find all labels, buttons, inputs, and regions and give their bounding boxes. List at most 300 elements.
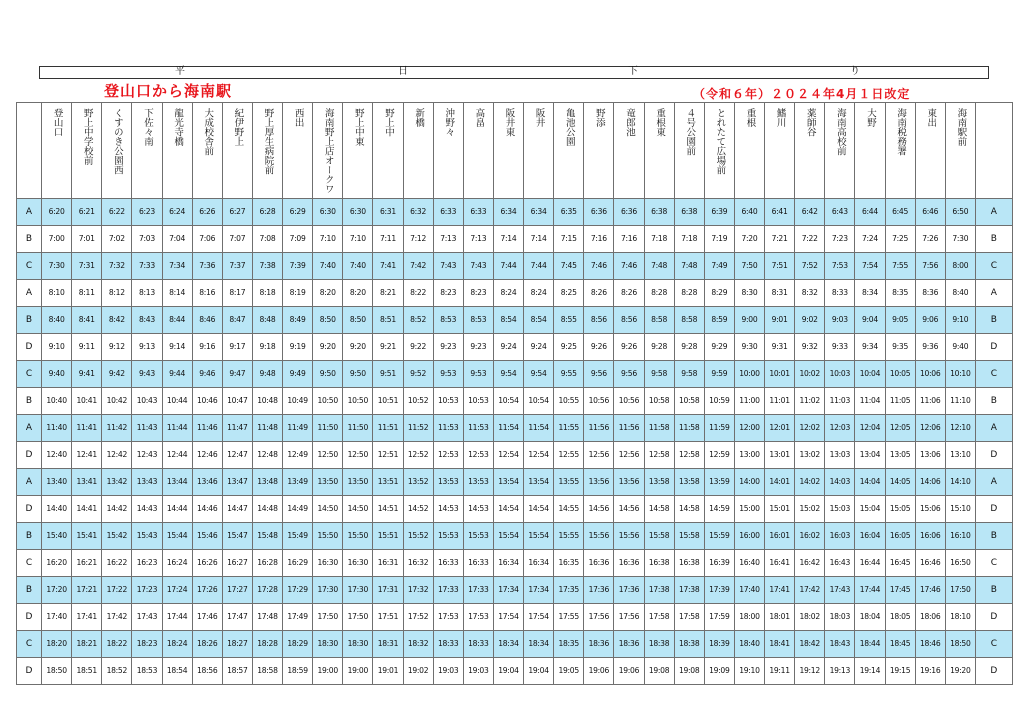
stop-header: [222, 103, 252, 199]
departure-time: 9:23: [433, 333, 463, 360]
departure-time: 8:26: [614, 279, 644, 306]
departure-time: 15:01: [765, 495, 795, 522]
departure-time: 17:34: [524, 576, 554, 603]
departure-time: 17:21: [72, 576, 102, 603]
departure-time: 17:47: [222, 603, 252, 630]
departure-time: 7:53: [825, 252, 855, 279]
departure-time: 18:03: [825, 603, 855, 630]
departure-time: 6:44: [855, 198, 885, 225]
stop-header: [855, 103, 885, 199]
departure-time: 14:01: [765, 468, 795, 495]
route-label-right: D: [975, 657, 1012, 684]
departure-time: 16:44: [855, 549, 885, 576]
departure-time: 6:30: [343, 198, 373, 225]
departure-time: 16:40: [734, 549, 764, 576]
stop-name: ４号公園前: [684, 108, 696, 156]
departure-time: 9:46: [192, 360, 222, 387]
departure-time: 10:00: [734, 360, 764, 387]
departure-time: 8:49: [283, 306, 313, 333]
departure-time: 9:54: [524, 360, 554, 387]
stop-name: 沖野々: [443, 108, 455, 137]
departure-time: 12:04: [855, 414, 885, 441]
departure-time: 14:06: [915, 468, 945, 495]
departure-time: 9:00: [734, 306, 764, 333]
departure-time: 16:30: [313, 549, 343, 576]
departure-time: 7:04: [162, 225, 192, 252]
departure-time: 10:55: [554, 387, 584, 414]
departure-time: 7:48: [644, 252, 674, 279]
departure-time: 9:52: [403, 360, 433, 387]
departure-time: 6:38: [644, 198, 674, 225]
departure-time: 17:50: [343, 603, 373, 630]
route-label-left: D: [17, 441, 42, 468]
departure-time: 7:26: [915, 225, 945, 252]
departure-time: 8:35: [885, 279, 915, 306]
departure-time: 8:14: [162, 279, 192, 306]
departure-time: 15:49: [283, 522, 313, 549]
departure-time: 10:48: [252, 387, 282, 414]
departure-time: 13:58: [644, 468, 674, 495]
departure-time: 9:44: [162, 360, 192, 387]
departure-time: 18:52: [102, 657, 132, 684]
departure-time: 17:33: [433, 576, 463, 603]
departure-time: 12:50: [313, 441, 343, 468]
timetable-row: [17, 333, 1013, 360]
departure-time: 7:32: [102, 252, 132, 279]
departure-time: 15:53: [433, 522, 463, 549]
departure-time: 8:41: [72, 306, 102, 333]
route-label-left: D: [17, 495, 42, 522]
departure-time: 14:02: [795, 468, 825, 495]
departure-time: 17:31: [373, 576, 403, 603]
departure-time: 16:06: [915, 522, 945, 549]
stop-header: [463, 103, 493, 199]
stop-name: 野上中: [382, 108, 394, 137]
departure-time: 8:30: [734, 279, 764, 306]
departure-time: 12:54: [524, 441, 554, 468]
departure-time: 11:55: [554, 414, 584, 441]
departure-time: 15:55: [554, 522, 584, 549]
departure-time: 9:06: [915, 306, 945, 333]
departure-time: 7:13: [433, 225, 463, 252]
departure-time: 11:42: [102, 414, 132, 441]
departure-time: 7:56: [915, 252, 945, 279]
departure-time: 15:51: [373, 522, 403, 549]
departure-time: 19:00: [313, 657, 343, 684]
departure-time: 17:54: [493, 603, 523, 630]
stop-header: [704, 103, 734, 199]
departure-time: 7:54: [855, 252, 885, 279]
departure-time: 10:54: [493, 387, 523, 414]
departure-time: 9:32: [795, 333, 825, 360]
departure-time: 6:24: [162, 198, 192, 225]
departure-time: 19:06: [614, 657, 644, 684]
stop-header: [42, 103, 72, 199]
departure-time: 10:56: [614, 387, 644, 414]
departure-time: 14:43: [132, 495, 162, 522]
departure-time: 9:28: [674, 333, 704, 360]
departure-time: 7:30: [945, 225, 975, 252]
departure-time: 13:44: [162, 468, 192, 495]
departure-time: 16:28: [252, 549, 282, 576]
stop-name: 竜郎池: [623, 108, 635, 137]
timetable-row: [17, 603, 1013, 630]
departure-time: 14:42: [102, 495, 132, 522]
departure-time: 9:59: [704, 360, 734, 387]
departure-time: 17:56: [614, 603, 644, 630]
departure-time: 12:48: [252, 441, 282, 468]
departure-time: 6:26: [192, 198, 222, 225]
departure-time: 19:15: [885, 657, 915, 684]
departure-time: 9:54: [493, 360, 523, 387]
departure-time: 17:56: [584, 603, 614, 630]
departure-time: 15:53: [463, 522, 493, 549]
timetable-row: [17, 414, 1013, 441]
departure-time: 9:19: [283, 333, 313, 360]
departure-time: 12:56: [614, 441, 644, 468]
departure-time: 7:31: [72, 252, 102, 279]
timetable-row: [17, 657, 1013, 684]
departure-time: 15:52: [403, 522, 433, 549]
departure-time: 12:53: [433, 441, 463, 468]
departure-time: 9:20: [343, 333, 373, 360]
stop-name: 大野: [864, 108, 876, 127]
departure-time: 11:54: [493, 414, 523, 441]
departure-time: 19:12: [795, 657, 825, 684]
departure-time: 17:36: [614, 576, 644, 603]
departure-time: 18:05: [885, 603, 915, 630]
route-label-left: C: [17, 360, 42, 387]
departure-time: 12:41: [72, 441, 102, 468]
departure-time: 18:28: [252, 630, 282, 657]
departure-time: 8:28: [674, 279, 704, 306]
departure-time: 18:30: [313, 630, 343, 657]
departure-time: 11:01: [765, 387, 795, 414]
departure-time: 16:05: [885, 522, 915, 549]
departure-time: 18:43: [825, 630, 855, 657]
departure-time: 16:42: [795, 549, 825, 576]
departure-time: 11:44: [162, 414, 192, 441]
departure-time: 17:33: [463, 576, 493, 603]
departure-time: 13:00: [734, 441, 764, 468]
departure-time: 9:30: [734, 333, 764, 360]
departure-time: 6:22: [102, 198, 132, 225]
departure-time: 13:46: [192, 468, 222, 495]
departure-time: 8:24: [524, 279, 554, 306]
header-char-4: り: [850, 66, 860, 77]
departure-time: 8:40: [945, 279, 975, 306]
departure-time: 18:56: [192, 657, 222, 684]
departure-time: 15:43: [132, 522, 162, 549]
departure-time: 16:39: [704, 549, 734, 576]
departure-time: 11:46: [192, 414, 222, 441]
departure-time: 19:04: [524, 657, 554, 684]
stop-header: [915, 103, 945, 199]
stop-name: 鰭川: [774, 108, 786, 127]
departure-time: 13:58: [674, 468, 704, 495]
stop-header: [283, 103, 313, 199]
departure-time: 13:51: [373, 468, 403, 495]
route-title: 登山口から海南駅: [104, 82, 233, 100]
departure-time: 7:39: [283, 252, 313, 279]
departure-time: 10:50: [343, 387, 373, 414]
stop-header: [252, 103, 282, 199]
departure-time: 7:45: [554, 252, 584, 279]
departure-time: 14:54: [493, 495, 523, 522]
departure-time: 9:56: [584, 360, 614, 387]
route-label-right: D: [975, 603, 1012, 630]
departure-time: 9:35: [885, 333, 915, 360]
departure-time: 17:36: [584, 576, 614, 603]
departure-time: 13:47: [222, 468, 252, 495]
departure-time: 14:48: [252, 495, 282, 522]
departure-time: 13:53: [433, 468, 463, 495]
departure-time: 15:44: [162, 522, 192, 549]
route-label-right: B: [975, 522, 1012, 549]
departure-time: 18:36: [614, 630, 644, 657]
departure-time: 7:38: [252, 252, 282, 279]
route-label-left: A: [17, 414, 42, 441]
departure-time: 14:53: [463, 495, 493, 522]
departure-time: 16:26: [192, 549, 222, 576]
departure-time: 6:20: [42, 198, 72, 225]
departure-time: 16:24: [162, 549, 192, 576]
departure-time: 9:31: [765, 333, 795, 360]
departure-time: 14:52: [403, 495, 433, 522]
departure-time: 7:18: [674, 225, 704, 252]
departure-time: 17:23: [132, 576, 162, 603]
departure-time: 19:09: [704, 657, 734, 684]
departure-time: 15:41: [72, 522, 102, 549]
route-label-left: C: [17, 549, 42, 576]
departure-time: 8:00: [945, 252, 975, 279]
departure-time: 7:42: [403, 252, 433, 279]
departure-time: 10:03: [825, 360, 855, 387]
departure-time: 17:55: [554, 603, 584, 630]
departure-time: 19:01: [373, 657, 403, 684]
departure-time: 6:21: [72, 198, 102, 225]
departure-time: 17:32: [403, 576, 433, 603]
departure-time: 15:59: [704, 522, 734, 549]
departure-time: 9:48: [252, 360, 282, 387]
departure-time: 15:05: [885, 495, 915, 522]
route-label-right: A: [975, 468, 1012, 495]
weekday-outbound-header: [39, 66, 989, 79]
departure-time: 16:46: [915, 549, 945, 576]
departure-time: 7:16: [614, 225, 644, 252]
stop-header: [644, 103, 674, 199]
departure-time: 9:58: [674, 360, 704, 387]
departure-time: 6:29: [283, 198, 313, 225]
departure-time: 12:42: [102, 441, 132, 468]
departure-time: 7:09: [283, 225, 313, 252]
departure-time: 6:50: [945, 198, 975, 225]
departure-time: 17:30: [343, 576, 373, 603]
departure-time: 17:43: [825, 576, 855, 603]
stop-name: 海南野上店オークワ: [322, 108, 334, 194]
departure-time: 8:54: [524, 306, 554, 333]
departure-time: 15:56: [614, 522, 644, 549]
departure-time: 6:23: [132, 198, 162, 225]
route-label-right: B: [975, 225, 1012, 252]
departure-time: 17:58: [674, 603, 704, 630]
departure-time: 10:54: [524, 387, 554, 414]
departure-time: 11:10: [945, 387, 975, 414]
departure-time: 17:28: [252, 576, 282, 603]
timetable-row: [17, 225, 1013, 252]
departure-time: 8:48: [252, 306, 282, 333]
departure-time: 8:56: [614, 306, 644, 333]
route-label-left: C: [17, 630, 42, 657]
departure-time: 11:50: [313, 414, 343, 441]
departure-time: 16:27: [222, 549, 252, 576]
departure-time: 12:10: [945, 414, 975, 441]
departure-time: 9:51: [373, 360, 403, 387]
stop-header: [433, 103, 463, 199]
departure-time: 12:00: [734, 414, 764, 441]
departure-time: 6:40: [734, 198, 764, 225]
stop-header-row: [17, 103, 1013, 199]
departure-time: 12:43: [132, 441, 162, 468]
departure-time: 7:10: [343, 225, 373, 252]
departure-time: 8:22: [403, 279, 433, 306]
departure-time: 13:48: [252, 468, 282, 495]
departure-time: 13:04: [855, 441, 885, 468]
departure-time: 7:51: [765, 252, 795, 279]
departure-time: 9:14: [162, 333, 192, 360]
departure-time: 7:14: [524, 225, 554, 252]
stop-name: 海南税務署: [895, 108, 907, 156]
departure-time: 11:56: [584, 414, 614, 441]
departure-time: 15:42: [102, 522, 132, 549]
departure-time: 9:34: [855, 333, 885, 360]
departure-time: 16:34: [493, 549, 523, 576]
route-label-right: A: [975, 198, 1012, 225]
departure-time: 16:35: [554, 549, 584, 576]
departure-time: 14:05: [885, 468, 915, 495]
stop-name: 亀池公園: [563, 108, 575, 146]
departure-time: 13:03: [825, 441, 855, 468]
departure-time: 19:08: [644, 657, 674, 684]
departure-time: 9:24: [524, 333, 554, 360]
stop-header: [72, 103, 102, 199]
departure-time: 6:36: [614, 198, 644, 225]
departure-time: 12:52: [403, 441, 433, 468]
departure-time: 17:39: [704, 576, 734, 603]
stop-name: くすのき公園西: [111, 108, 123, 175]
departure-time: 17:41: [765, 576, 795, 603]
stop-name: 東出: [925, 108, 937, 127]
departure-time: 7:22: [795, 225, 825, 252]
departure-time: 9:23: [463, 333, 493, 360]
departure-time: 8:13: [132, 279, 162, 306]
timetable-row: [17, 468, 1013, 495]
departure-time: 9:17: [222, 333, 252, 360]
departure-time: 16:20: [42, 549, 72, 576]
departure-time: 18:26: [192, 630, 222, 657]
header-corner-left: [17, 103, 42, 199]
departure-time: 18:40: [734, 630, 764, 657]
departure-time: 7:46: [614, 252, 644, 279]
departure-time: 18:53: [132, 657, 162, 684]
departure-time: 6:43: [825, 198, 855, 225]
stop-name: 重根東: [654, 108, 666, 137]
route-label-right: A: [975, 279, 1012, 306]
departure-time: 16:00: [734, 522, 764, 549]
departure-time: 11:40: [42, 414, 72, 441]
departure-time: 7:48: [674, 252, 704, 279]
departure-time: 8:16: [192, 279, 222, 306]
departure-time: 9:21: [373, 333, 403, 360]
departure-time: 6:45: [885, 198, 915, 225]
departure-time: 8:53: [433, 306, 463, 333]
departure-time: 14:53: [433, 495, 463, 522]
stop-header: [403, 103, 433, 199]
departure-time: 10:42: [102, 387, 132, 414]
departure-time: 8:43: [132, 306, 162, 333]
departure-time: 9:10: [945, 306, 975, 333]
departure-time: 8:36: [915, 279, 945, 306]
departure-time: 19:20: [945, 657, 975, 684]
departure-time: 8:20: [343, 279, 373, 306]
route-label-left: A: [17, 468, 42, 495]
departure-time: 7:41: [373, 252, 403, 279]
stop-header: [343, 103, 373, 199]
departure-time: 18:38: [674, 630, 704, 657]
departure-time: 12:46: [192, 441, 222, 468]
stop-name: 海南高校前: [834, 108, 846, 156]
departure-time: 8:58: [674, 306, 704, 333]
departure-time: 10:06: [915, 360, 945, 387]
departure-time: 8:23: [433, 279, 463, 306]
departure-time: 8:58: [644, 306, 674, 333]
departure-time: 12:58: [644, 441, 674, 468]
departure-time: 19:13: [825, 657, 855, 684]
departure-time: 6:31: [373, 198, 403, 225]
departure-time: 7:19: [704, 225, 734, 252]
departure-time: 18:32: [403, 630, 433, 657]
departure-time: 9:24: [493, 333, 523, 360]
departure-time: 14:40: [42, 495, 72, 522]
departure-time: 9:16: [192, 333, 222, 360]
departure-time: 13:02: [795, 441, 825, 468]
departure-time: 7:50: [734, 252, 764, 279]
departure-time: 9:55: [554, 360, 584, 387]
departure-time: 14:49: [283, 495, 313, 522]
stop-header: [132, 103, 162, 199]
stop-header: [584, 103, 614, 199]
stop-name: 野上中東: [352, 108, 364, 146]
departure-time: 17:22: [102, 576, 132, 603]
departure-time: 16:22: [102, 549, 132, 576]
departure-time: 12:55: [554, 441, 584, 468]
departure-time: 7:08: [252, 225, 282, 252]
departure-time: 8:23: [463, 279, 493, 306]
departure-time: 11:48: [252, 414, 282, 441]
departure-time: 7:16: [584, 225, 614, 252]
departure-time: 10:59: [704, 387, 734, 414]
departure-time: 14:55: [554, 495, 584, 522]
stop-name: 下佐々南: [141, 108, 153, 146]
timetable: [16, 102, 1013, 685]
departure-time: 18:20: [42, 630, 72, 657]
departure-time: 16:50: [945, 549, 975, 576]
departure-time: 8:18: [252, 279, 282, 306]
departure-time: 15:47: [222, 522, 252, 549]
departure-time: 15:40: [42, 522, 72, 549]
departure-time: 17:24: [162, 576, 192, 603]
departure-time: 18:50: [945, 630, 975, 657]
